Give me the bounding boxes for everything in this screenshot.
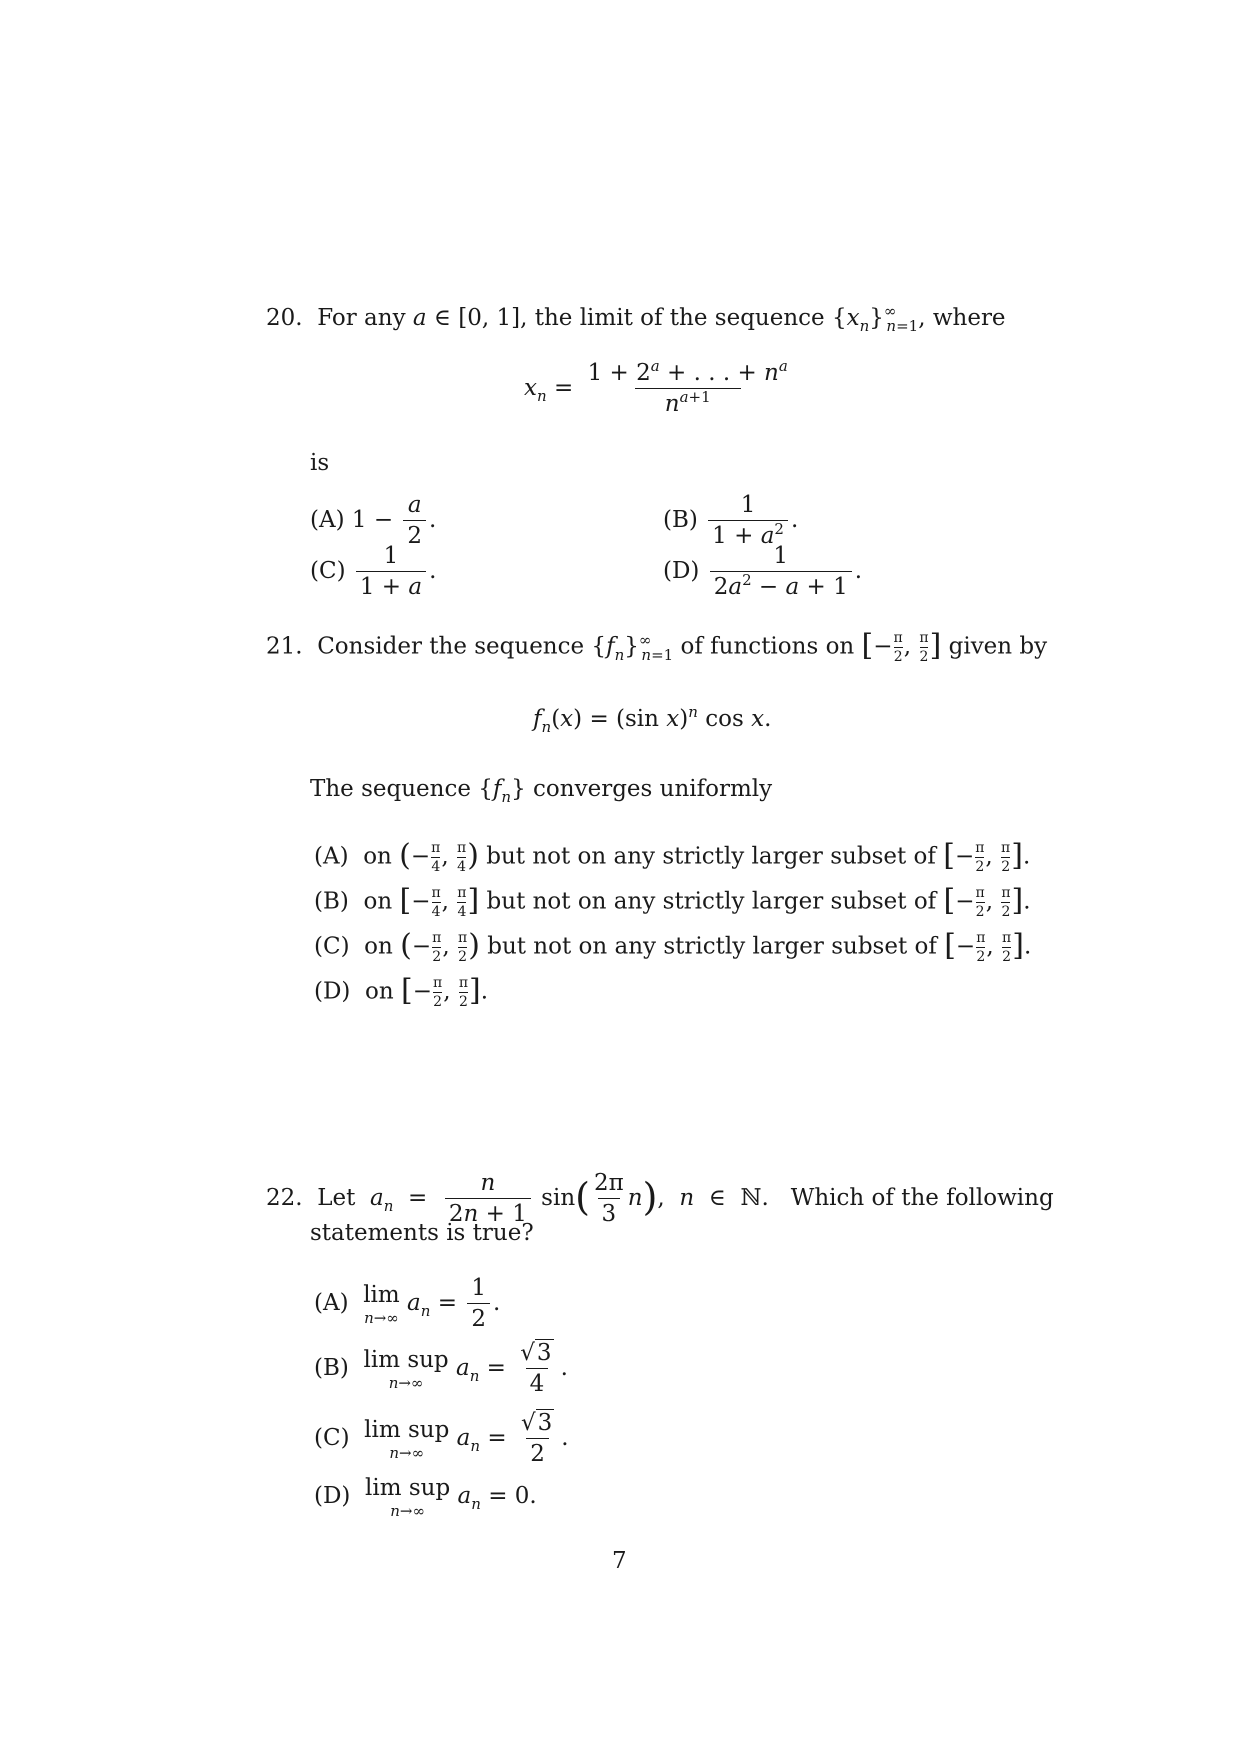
q20-formula: $x_n$ = $\frac{1 + 2^a + . . . + n^a}{n^{a+1}}$ [524, 357, 788, 418]
q21-stem-b: of functions on [680, 633, 855, 660]
q22-option-c[interactable]: (C) lim sup n→∞ $a_n$ = $\frac{√3}{2}$ . [314, 1410, 569, 1468]
page-number: 7 [612, 1548, 627, 1574]
q20-option-a[interactable]: (A) 1 − $\frac{a}{2}$ . [310, 492, 437, 550]
option-label: (C) [314, 933, 350, 960]
option-label: (B) [314, 888, 349, 915]
q20-stem-c: where [932, 305, 1006, 331]
option-label: (B) [663, 506, 698, 533]
q21-stem: 21. Consider the sequence $\{f_n\}^\infty_{n=1}$ of functions on [− $\frac{\pi}{2}$ , $\frac{\pi}{2}$ ] given by [266, 628, 1048, 665]
option-label: (B) [314, 1354, 349, 1381]
option-label: (C) [314, 1424, 350, 1451]
option-label: (C) [310, 557, 346, 584]
q22-option-d[interactable]: (D) lim sup n→∞ $a_n = 0$. [314, 1475, 537, 1520]
q22-stem-c: statements is true? [310, 1220, 534, 1246]
q21-number: 21. [266, 633, 303, 660]
q20-number: 20. [266, 305, 303, 331]
q21-stem-c: given by [948, 633, 1048, 660]
q22-stem: 22. Let $a_n$ = $\frac{n}{2n + 1}$ sin( $\frac{2\pi}{3}$ n), n ∈ ℕ. Which of the following [266, 1170, 1054, 1228]
q21-formula: $f_n(x) = (\sin$ x)$^n$ cos x. [533, 703, 772, 736]
option-label: (A) [310, 506, 345, 533]
option-label: (D) [663, 557, 700, 584]
q20-stem-a: For any [317, 305, 406, 331]
q22-option-b[interactable]: (B) lim sup n→∞ $a_n$ = $\frac{√3}{4}$ . [314, 1340, 568, 1398]
option-label: (D) [314, 978, 351, 1005]
q21-converges: The sequence $\{f_n\}$ converges uniformly [310, 776, 773, 806]
q21-option-a[interactable]: (A) on (− $\frac{\pi}{4}$ , $\frac{\pi}{4}$ ) but not on any strictly larger subset of [− $\frac{\pi}{2}$ , $\frac{\pi}{2}$ ]. [314, 838, 1031, 875]
q22-number: 22. [266, 1184, 303, 1211]
q20-stem: 20. For any a ∈ [0, 1], the limit of the sequence $\{x_n\}^\infty_{n=1}$, where [266, 302, 1006, 335]
q20-option-c[interactable]: (C) $\frac{1}{1 + a}$ . [310, 543, 437, 601]
q20-stem-b: the limit of the sequence [534, 305, 825, 331]
option-label: (A) [314, 843, 349, 870]
option-label: (A) [314, 1289, 349, 1316]
q22-option-a[interactable]: (A) lim n→∞ $a_n$ = $\frac{1}{2}$ . [314, 1275, 501, 1333]
q20-is: is [310, 450, 330, 476]
q21-stem-a: Consider the sequence [317, 633, 585, 660]
q22-stem-b: Which of the following [790, 1184, 1054, 1211]
q22-stem-a: Let [317, 1184, 356, 1211]
q21-option-d[interactable]: (D) on [− $\frac{\pi}{2}$ , $\frac{\pi}{2}$ ]. [314, 973, 489, 1010]
q20-option-b[interactable]: (B) $\frac{1}{1 + a^2}$ . [663, 492, 799, 550]
option-label: (D) [314, 1483, 351, 1509]
q20-option-d[interactable]: (D) $\frac{1}{2a^2 - a + 1}$ . [663, 543, 863, 601]
q21-option-c[interactable]: (C) on (− $\frac{\pi}{2}$ , $\frac{\pi}{2}$ ) but not on any strictly larger subset of [− $\frac{\pi}{2}$ , $\frac{\pi}{2}$ ]. [314, 928, 1032, 965]
q21-option-b[interactable]: (B) on [− $\frac{\pi}{4}$ , $\frac{\pi}{4}$ ] but not on any strictly larger subset of [− $\frac{\pi}{2}$ , $\frac{\pi}{2}$ ]. [314, 883, 1031, 920]
